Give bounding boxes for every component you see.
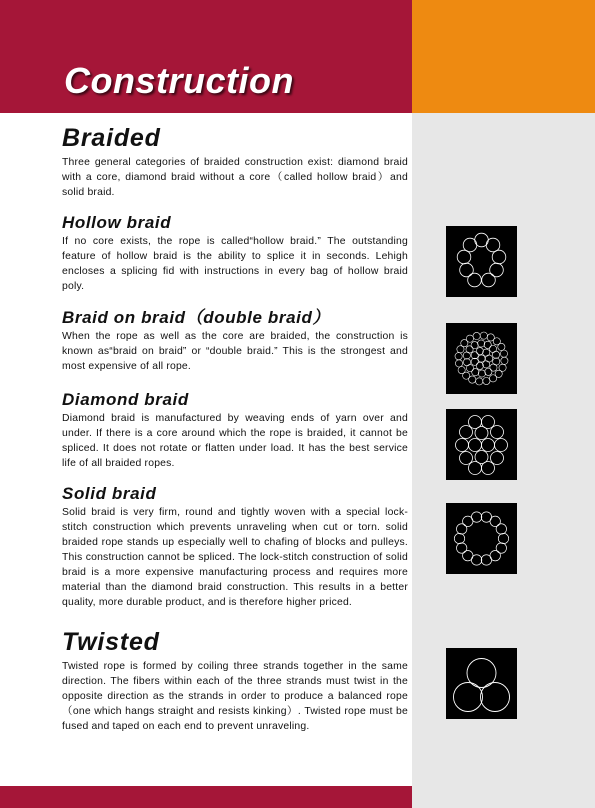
three-strand-cross-section-icon — [446, 648, 517, 719]
section-solid-braid — [62, 483, 408, 610]
braided-body: Three general categories of braided construction exist: diamond braid with a core, diamond braid without a core（called hollow braid）and solid braid. — [62, 157, 408, 198]
braid-on-braid-heading: Braid on braid（double braid） — [62, 308, 331, 327]
double-braid-cross-section-icon — [446, 323, 517, 394]
ring-of-strands-icon — [446, 226, 517, 297]
diamond-braid-heading: Diamond braid — [62, 390, 189, 409]
section-braid-on-braid — [62, 307, 408, 374]
twisted-heading: Twisted — [62, 628, 160, 656]
page-title: Construction — [64, 60, 294, 101]
solid-braid-heading: Solid braid — [62, 484, 157, 503]
footer-band — [0, 786, 412, 808]
orange-accent-block — [412, 0, 595, 113]
twisted-body: Twisted rope is formed by coiling three strands together in the same direction. The fibers within each of the three strands must twist in the opposite direction as the strands in order to produce a balanced rope（one which hangs straight and resists kinking）. Twisted rope must be fused and taped on each end to prevent unraveling. — [62, 661, 408, 732]
braided-heading: Braided — [62, 124, 161, 152]
hollow-braid-body: If no core exists, the rope is called“hollow braid.” The outstanding feature of hollow braid is the ability to splice it in seconds. Lehigh encloses a splicing fid with instructions in every bag of hollow braid poly. — [62, 236, 408, 292]
section-braided — [62, 123, 408, 200]
solid-braid-body: Solid braid is very firm, round and tightly woven with a special lock-stitch construction which prevents unraveling when cut or torn. solid braided rope stands up especially well to chafing of blocks and pulleys. This construction cannot be spliced. The lock-stitch construction of solid braid is a more expensive manufacturing process and requires more material than the diamond braid construction. This results in a better quality, more durable product, and is therefore higher priced. — [62, 507, 408, 608]
diamond-braid-cross-section-icon — [446, 409, 517, 480]
solid-braid-cross-section-icon — [446, 503, 517, 574]
hollow-braid-heading: Hollow braid — [62, 213, 172, 232]
braid-on-braid-body: When the rope as well as the core are braided, the construction is known as“braid on braid” or “double braid.” This is the strongest and most expensive of all rope. — [62, 331, 408, 372]
section-hollow-braid — [62, 212, 408, 294]
diamond-braid-body: Diamond braid is manufactured by weaving ends of yarn over and under. If there is a core around which the rope is braided, it cannot be spliced. It does not rotate or flatten under load. It has the best service life of all braided ropes. — [62, 413, 408, 469]
section-diamond-braid — [62, 389, 408, 471]
section-twisted — [62, 627, 408, 734]
